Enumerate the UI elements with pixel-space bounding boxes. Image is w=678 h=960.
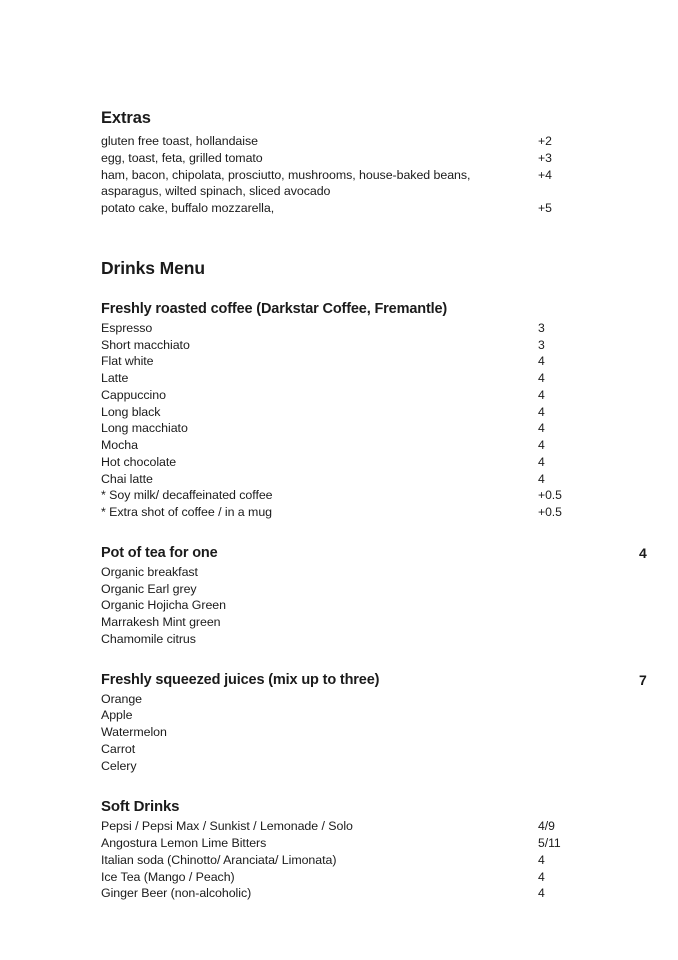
menu-item-row [101, 150, 575, 167]
menu-item-row [101, 404, 575, 421]
menu-item-label: Chai latte [101, 471, 153, 486]
drinks-subsection [101, 671, 647, 775]
menu-item-row [101, 818, 575, 835]
extras-section [101, 108, 575, 217]
menu-item-label: Angostura Lemon Lime Bitters [101, 836, 267, 850]
spacer [101, 648, 575, 671]
menu-item-row [101, 614, 575, 631]
menu-item-row [101, 758, 575, 775]
subsection-price: 7 [639, 671, 647, 688]
menu-item-price: 4 [538, 354, 545, 369]
subsection-name: Pot of tea for one [101, 544, 218, 561]
menu-item-price: +0.5 [538, 505, 562, 519]
menu-item-label: potato cake, buffalo mozzarella, [101, 201, 275, 215]
menu-item-row [101, 597, 575, 614]
subsection-heading [101, 797, 575, 817]
menu-item-row [101, 691, 575, 708]
menu-item-label: egg, toast, feta, grilled tomato [101, 150, 263, 165]
menu-item-label: Chamomile citrus [101, 631, 196, 646]
subsection-heading [101, 300, 575, 319]
menu-item-row [101, 885, 575, 902]
menu-item-label: Apple [101, 708, 133, 723]
spacer [101, 774, 575, 797]
menu-item-label: Short macchiato [101, 337, 190, 352]
menu-item-row [101, 454, 575, 471]
menu-item-label: Italian soda (Chinotto/ Aranciata/ Limonata) [101, 852, 337, 867]
menu-item-row [101, 471, 575, 488]
subsection-item-list [101, 564, 575, 648]
subsection-name: Freshly roasted coffee (Darkstar Coffee, Fremantle) [101, 300, 448, 317]
menu-item-label: Long macchiato [101, 421, 188, 436]
menu-item-label: Organic Hojicha Green [101, 598, 226, 613]
menu-item-label: Long black [101, 404, 161, 419]
subsection-name: Freshly squeezed juices (mix up to three) [101, 671, 380, 688]
menu-item-label: Marrakesh Mint green [101, 615, 221, 629]
menu-item-row [101, 869, 575, 886]
menu-item-label: Carrot [101, 741, 136, 756]
menu-item-price: 4 [538, 421, 545, 436]
menu-item-label: ham, bacon, chipolata, prosciutto, mushrooms, house-baked beans, [101, 167, 471, 182]
menu-item-row [101, 631, 575, 648]
menu-item-label: Pepsi / Pepsi Max / Sunkist / Lemonade / Solo [101, 819, 353, 834]
menu-item-price: 4/9 [538, 819, 555, 834]
menu-item-label: Latte [101, 371, 129, 385]
menu-item-row [101, 353, 575, 370]
menu-item-row [101, 167, 575, 184]
subsection-heading [101, 544, 647, 563]
menu-item-label: Organic breakfast [101, 564, 198, 579]
menu-item-row [101, 133, 575, 150]
menu-item-label: Celery [101, 758, 137, 773]
menu-item-price: 4 [538, 387, 545, 402]
drinks-subsection [101, 300, 575, 521]
spacer [101, 217, 575, 257]
spacer [101, 521, 575, 544]
subsection-heading [101, 671, 647, 690]
menu-item-label: gluten free toast, hollandaise [101, 134, 258, 148]
menu-item-price: 4 [538, 471, 545, 486]
menu-item-label: Watermelon [101, 725, 167, 739]
menu-item-row [101, 337, 575, 354]
menu-item-label: Flat white [101, 354, 154, 369]
menu-item-row [101, 504, 575, 521]
menu-item-row [101, 420, 575, 437]
menu-item-price: 4 [538, 438, 545, 452]
menu-item-row [101, 852, 575, 869]
menu-item-price: +4 [538, 167, 552, 182]
menu-item-price: +5 [538, 201, 552, 215]
menu-item-row [101, 741, 575, 758]
menu-item-label: Hot chocolate [101, 454, 177, 469]
menu-item-price: 3 [538, 320, 545, 335]
menu-item-price: 4 [538, 404, 545, 419]
extras-item-list [101, 133, 575, 217]
menu-item-label: asparagus, wilted spinach, sliced avocado [101, 184, 331, 199]
drinks-subsection [101, 544, 647, 648]
menu-item-price: 5/11 [538, 836, 561, 850]
menu-item-price: +2 [538, 134, 552, 148]
menu-item-label: * Soy milk/ decaffeinated coffee [101, 488, 273, 503]
menu-item-price: 4 [538, 852, 545, 867]
menu-item-row [101, 487, 575, 504]
menu-item-row [101, 200, 575, 217]
menu-item-price: 4 [538, 454, 545, 469]
drinks-sections [101, 279, 647, 902]
menu-item-row [101, 183, 575, 200]
menu-item-label: Organic Earl grey [101, 581, 197, 596]
menu-item-row [101, 581, 575, 598]
menu-item-row [101, 387, 575, 404]
subsection-item-list [101, 320, 575, 521]
menu-item-row [101, 437, 575, 454]
menu-item-label: * Extra shot of coffee / in a mug [101, 505, 272, 519]
menu-item-price: 4 [538, 886, 545, 901]
menu-item-label: Mocha [101, 438, 138, 452]
menu-item-label: Espresso [101, 320, 153, 335]
menu-item-price: +3 [538, 150, 552, 165]
menu-item-label: Ice Tea (Mango / Peach) [101, 869, 235, 884]
menu-item-row [101, 724, 575, 741]
drinks-subsection [101, 797, 575, 902]
spacer [101, 279, 575, 300]
subsection-item-list [101, 818, 575, 902]
menu-item-label: Orange [101, 691, 143, 706]
menu-item-price: 4 [538, 869, 545, 884]
menu-item-row [101, 320, 575, 337]
menu-item-price: 3 [538, 337, 545, 352]
menu-item-price: +0.5 [538, 488, 562, 503]
menu-item-row [101, 564, 575, 581]
menu-item-label: Ginger Beer (non-alcoholic) [101, 886, 252, 901]
subsection-price: 4 [639, 544, 647, 561]
extras-heading: Extras [101, 109, 151, 127]
menu-item-row [101, 835, 575, 852]
menu-item-row [101, 370, 575, 387]
menu-item-label: Cappuccino [101, 387, 166, 402]
menu-item-price: 4 [538, 371, 545, 385]
menu-item-row [101, 707, 575, 724]
drinks-menu-heading: Drinks Menu [101, 257, 205, 278]
subsection-name: Soft Drinks [101, 798, 180, 816]
subsection-item-list [101, 691, 575, 775]
